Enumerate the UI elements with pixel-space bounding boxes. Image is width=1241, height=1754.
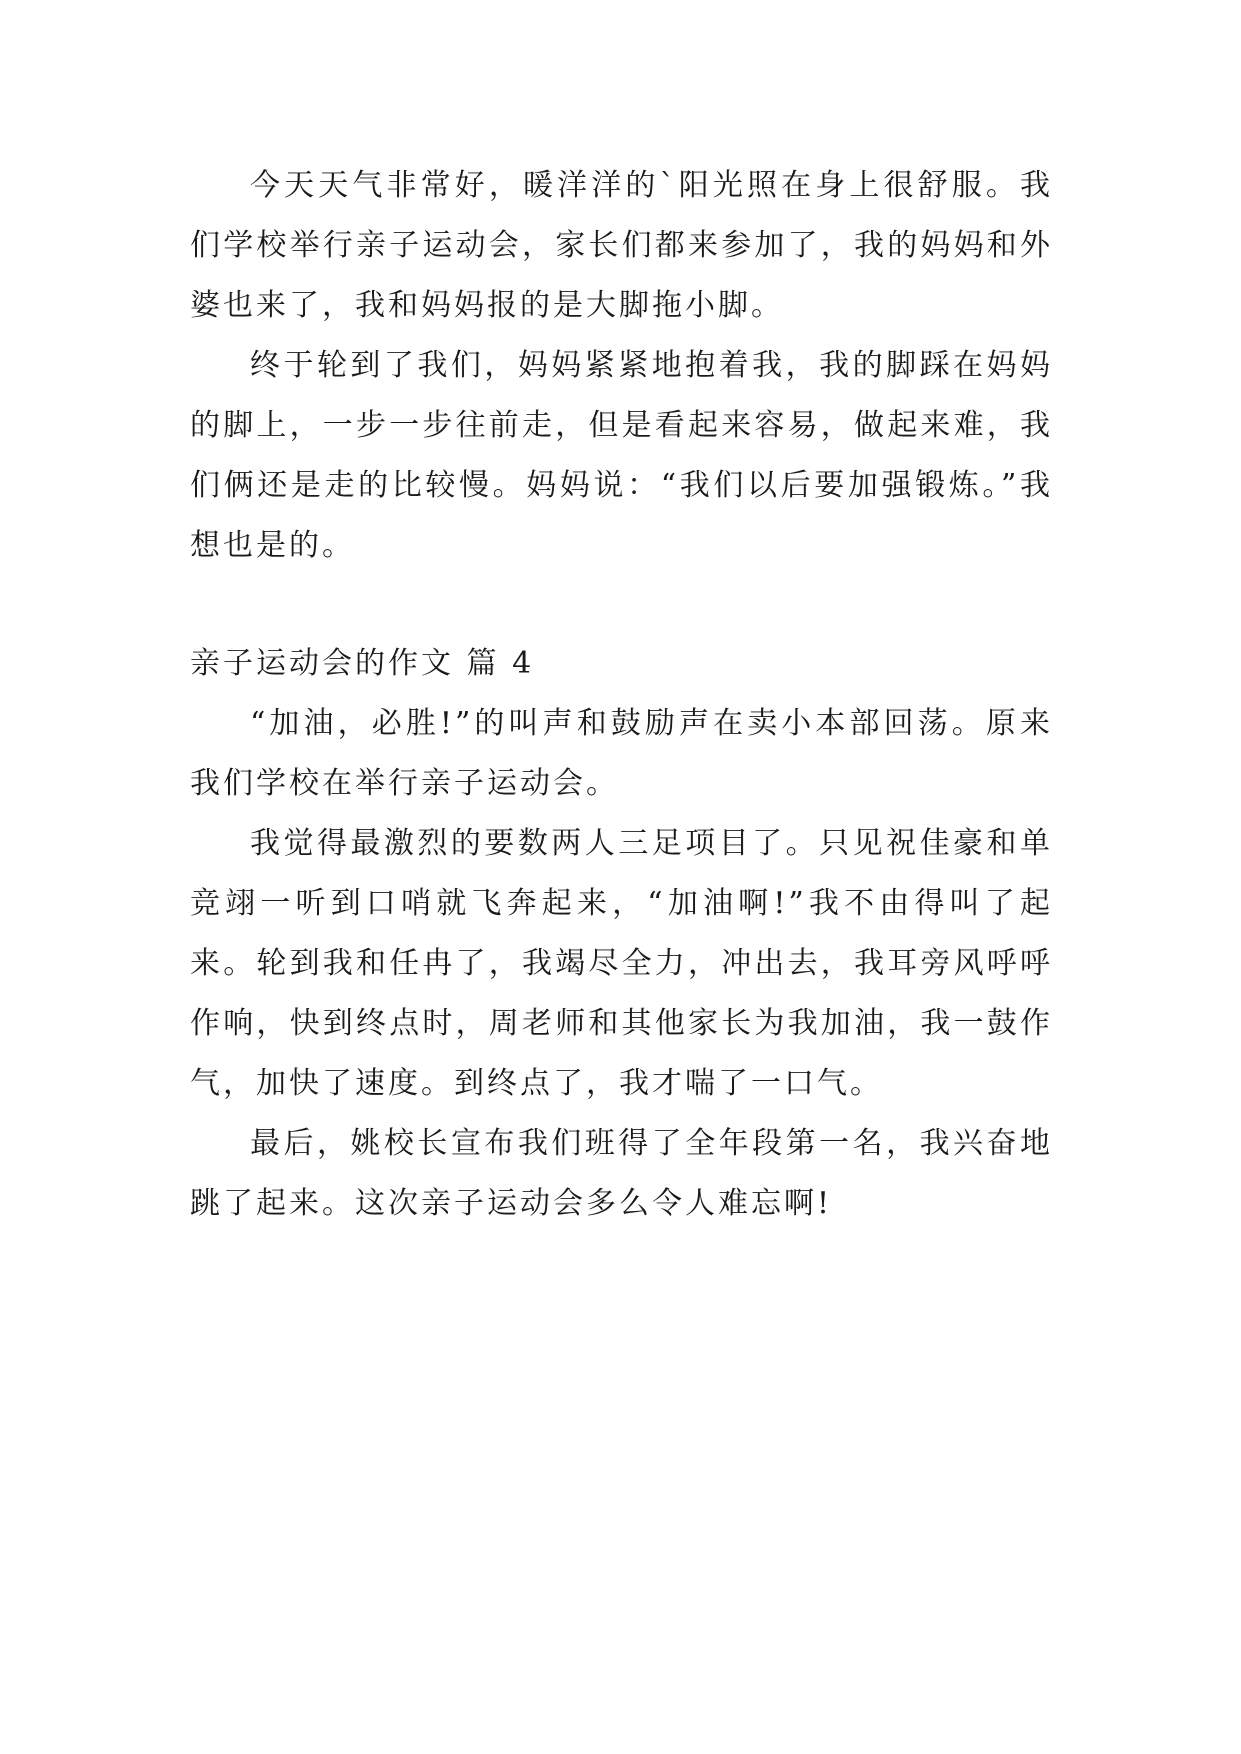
paragraph: “加油，必胜!”的叫声和鼓励声在卖小本部回荡。原来我们学校在举行亲子运动会。 <box>190 706 1053 801</box>
section-heading: 亲子运动会的作文 篇 4 <box>190 646 535 681</box>
paragraph: 最后，姚校长宣布我们班得了全年段第一名，我兴奋地跳了起来。这次亲子运动会多么令人难忘啊! <box>190 1126 1053 1221</box>
document-page <box>190 156 1053 1234</box>
paragraph: 今天天气非常好，暖洋洋的`阳光照在身上很舒服。我们学校举行亲子运动会，家长们都来参加了，我的妈妈和外婆也来了，我和妈妈报的是大脚拖小脚。 <box>190 168 1053 323</box>
paragraph: 我觉得最激烈的要数两人三足项目了。只见祝佳豪和单竞翊一听到口哨就飞奔起来，“加油啊!”我不由得叫了起来。轮到我和任冉了，我竭尽全力，冲出去，我耳旁风呼呼作响，快到终点时，周老师和其他家长为我加油，我一鼓作气，加快了速度。到终点了，我才喘了一口气。 <box>190 826 1053 1101</box>
paragraph: 终于轮到了我们，妈妈紧紧地抱着我，我的脚踩在妈妈的脚上，一步一步往前走，但是看起来容易，做起来难，我们俩还是走的比较慢。妈妈说：“我们以后要加强锻炼。”我想也是的。 <box>190 348 1053 563</box>
